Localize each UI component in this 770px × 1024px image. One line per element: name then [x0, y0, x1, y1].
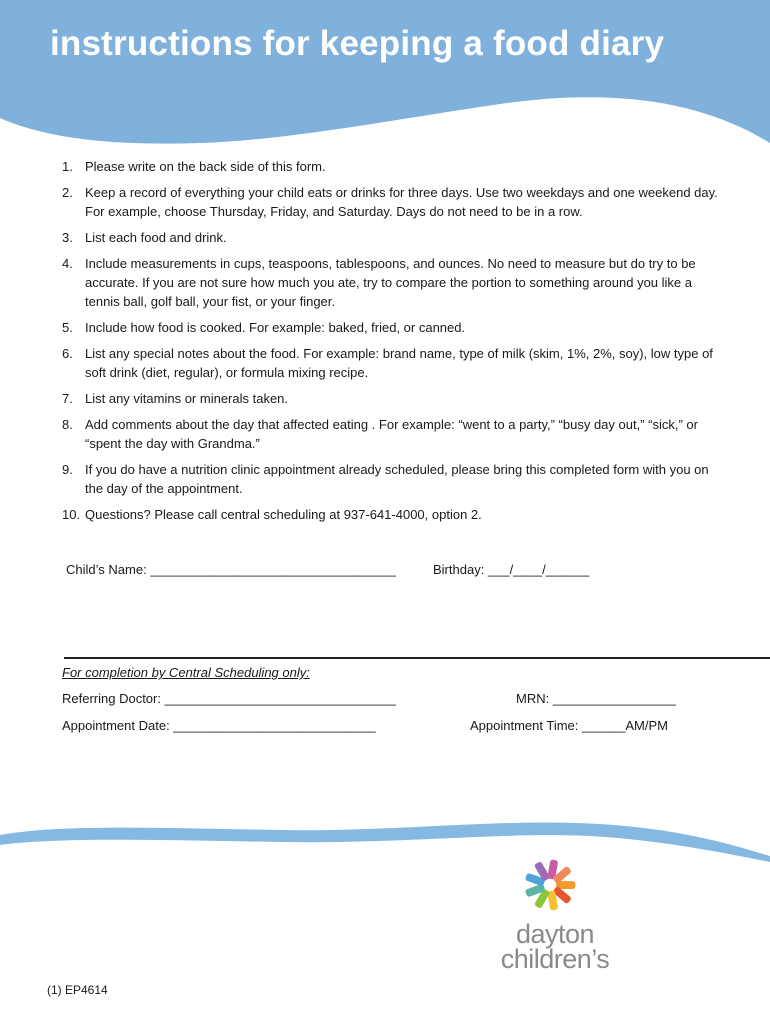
scheduling-heading: For completion by Central Scheduling only:	[62, 665, 310, 680]
list-item: 3. List each food and drink.	[62, 230, 227, 245]
section-divider	[64, 657, 770, 659]
footer-wave	[0, 810, 770, 870]
referring-doctor-field[interactable]: Referring Doctor: ________________________________	[62, 691, 396, 706]
list-item: 2. Keep a record of everything your child eats or drinks for three days. Use two weekdays and one weekend day. For example, choose Thursday, Friday, and Saturday. Days do not need to be in a row.	[62, 185, 718, 219]
dayton-childrens-logo	[490, 850, 620, 975]
page-title: instructions for keeping a food diary	[50, 24, 665, 63]
appointment-date-field[interactable]: Appointment Date: ____________________________	[62, 718, 376, 733]
list-item: 8. Add comments about the day that affected eating . For example: “went to a party,” “busy day out,” “sick,” or “spent the day with Grandma.”	[62, 417, 698, 451]
list-item: 10. Questions? Please call central scheduling at 937-641-4000, option 2.	[62, 507, 482, 522]
list-item: 1. Please write on the back side of this form.	[62, 159, 326, 174]
birthday-field[interactable]: Birthday: ___/____/______	[433, 562, 590, 577]
list-item: 7. List any vitamins or minerals taken.	[62, 391, 289, 406]
logo-wordmark-line1: dayton	[515, 919, 595, 949]
list-item: 9. If you do have a nutrition clinic appointment already scheduled, please bring this completed form with you on the day of the appointment.	[62, 462, 709, 496]
pinwheel-logo-icon	[515, 850, 585, 920]
form-code: (1) EP4614	[47, 983, 108, 997]
childs-name-field[interactable]: Child’s Name: __________________________________	[66, 562, 397, 577]
logo-wordmark-line2: children’s	[500, 944, 610, 974]
list-item: 6. List any special notes about the food. For example: brand name, type of milk (skim, 1%, 2%, soy), low type of soft drink (diet, regular), or formula mixing recipe.	[62, 346, 713, 380]
list-item: 4. Include measurements in cups, teaspoons, tablespoons, and ounces. No need to measure but do try to be accurate. If you are not sure how much you ate, try to compare the portion to something around you like a tennis ball, golf ball, your fist, or your finger.	[62, 256, 696, 309]
instruction-list	[62, 157, 722, 531]
mrn-field[interactable]: MRN: _________________	[516, 691, 676, 706]
appointment-time-field[interactable]: Appointment Time: ______AM/PM	[470, 718, 668, 733]
list-item: 5. Include how food is cooked. For example: baked, fried, or canned.	[62, 320, 466, 335]
